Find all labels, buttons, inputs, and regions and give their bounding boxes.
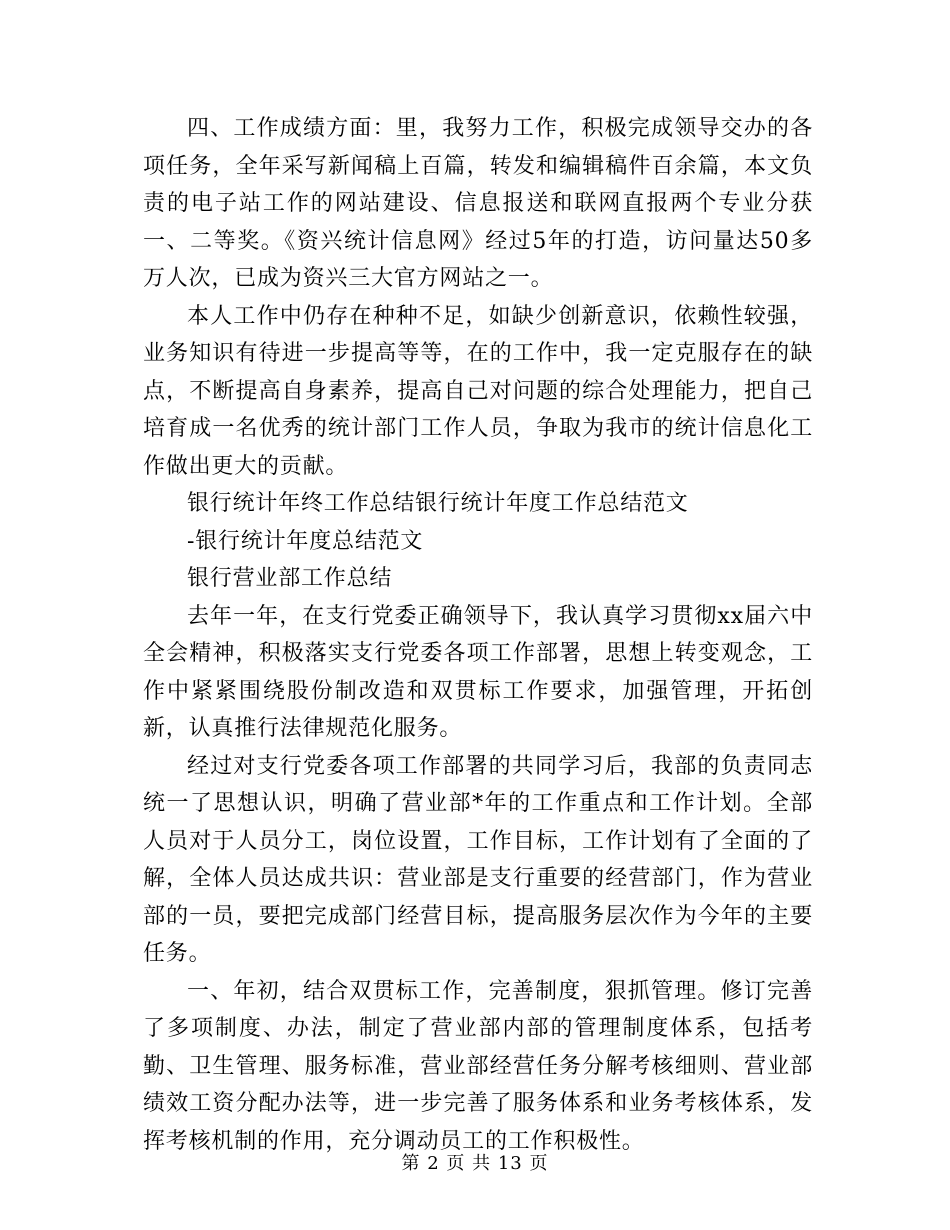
paragraph-study-plan: 经过对支行党委各项工作部署的共同学习后，我部的负责同志统一了思想认识，明确了营业部*年的工作重点和工作计划。全部人员对于人员分工，岗位设置，工作目标，工作计划有了全面的了解，全体人员达成共识：营业部是支行重要的经营部门，作为营业部的一员，要把完成部门经营目标，提高服务层次作为今年的主要任务。 [143, 753, 813, 966]
page-number-footer: 第 2 页 共 13 页 [401, 1153, 549, 1174]
paragraph-shortcomings: 本人工作中仍存在种种不足，如缺少创新意识，依赖性较强，业务知识有待进一步提高等等，在的工作中，我一定克服存在的缺点，不断提高自身素养，提高自己对问题的综合处理能力，把自己培育成一名优秀的统计部门工作人员，争取为我市的统计信息化工作做出更大的贡献。 [143, 303, 813, 479]
paragraph-last-year: 去年一年，在支行党委正确领导下，我认真学习贯彻xx届六中全会精神，积极落实支行党委各项工作部署，思想上转变观念，工作中紧紧围绕股份制改造和双贯标工作要求，加强管理，开拓创新，认真推行法律规范化服务。 [143, 603, 813, 741]
paragraph-work-achievements: 四、工作成绩方面：里，我努力工作，积极完成领导交办的各项任务，全年采写新闻稿上百篇，转发和编辑稿件百余篇，本文负责的电子站工作的网站建设、信息报送和联网直报两个专业分获一、二等奖。《资兴统计信息网》经过5年的打造，访问量达50多万人次，已成为资兴三大官方网站之一。 [143, 116, 813, 291]
paragraph-system-management: 一、年初，结合双贯标工作，完善制度，狠抓管理。修订完善了多项制度、办法，制定了营业部内部的管理制度体系，包括考勤、卫生管理、服务标准，营业部经营任务分解考核细则、营业部绩效工资分配办法等，进一步完善了服务体系和业务考核体系，发挥考核机制的作用，充分调动员工的工作积极性。 [143, 978, 813, 1154]
subheading-annual-summary: -银行统计年度总结范文 [187, 528, 424, 554]
document-body [143, 110, 813, 1160]
heading-bank-statistics-summary: 银行统计年终工作总结银行统计年度工作总结范文 [187, 491, 689, 516]
heading-business-department: 银行营业部工作总结 [187, 566, 393, 591]
